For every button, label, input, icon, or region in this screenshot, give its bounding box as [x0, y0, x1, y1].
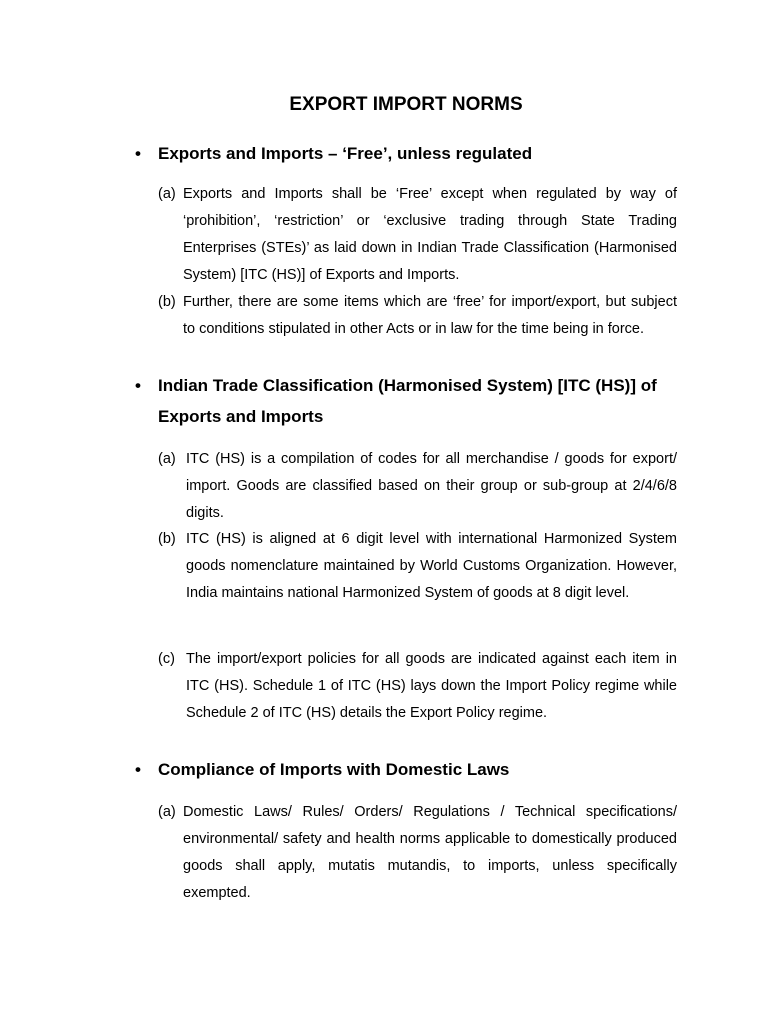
paragraph-marker: (a) [158, 804, 176, 820]
section-heading-text: Indian Trade Classification (Harmonised System) [ITC (HS)] of Exports and Imports [158, 376, 657, 426]
section-heading-text: Compliance of Imports with Domestic Laws [158, 760, 510, 779]
paragraph-text: Domestic Laws/ Rules/ Orders/ Regulations / Technical specifications/ environmental/ safety and health norms applicable to domestically produced goods shall apply, mutatis mutandis, to imports, unless specifically exempted. [183, 804, 677, 901]
paragraph-text: ITC (HS) is aligned at 6 digit level with international Harmonized System goods nomenclature maintained by World Customs Organization. However, India maintains national Harmonized System of goods at 8 digit level. [186, 531, 677, 601]
paragraph [158, 526, 677, 607]
section-heading [135, 138, 688, 169]
section-heading [135, 370, 688, 432]
paragraph-marker: (b) [158, 531, 176, 547]
paragraph-marker: (a) [158, 186, 176, 202]
paragraph [158, 646, 677, 727]
section-heading [135, 754, 688, 785]
paragraph [158, 799, 677, 907]
bullet-icon: • [135, 760, 141, 779]
section-heading-text: Exports and Imports – ‘Free’, unless regulated [158, 144, 533, 163]
paragraph [158, 289, 677, 343]
paragraph-text: ITC (HS) is a compilation of codes for all merchandise / goods for export/ import. Goods are classified based on their group or sub-group at 2/4/6/8 digits. [186, 451, 677, 521]
paragraph-marker: (c) [158, 651, 175, 667]
bullet-icon: • [135, 144, 141, 163]
paragraph [158, 181, 677, 289]
paragraph-text: The import/export policies for all goods are indicated against each item in ITC (HS). Schedule 1 of ITC (HS) lays down the Import Policy regime while Schedule 2 of ITC (HS) details the Export Policy regime. [186, 651, 677, 721]
paragraph-text: Exports and Imports shall be ‘Free’ except when regulated by way of ‘prohibition’, ‘restriction’ or ‘exclusive trading through State Trading Enterprises (STEs)’ as laid down in Indian Trade Classification (Harmonised System) [ITC (HS)] of Exports and Imports. [183, 186, 677, 283]
paragraph-marker: (a) [158, 451, 176, 467]
paragraph-marker: (b) [158, 294, 176, 310]
document-title: EXPORT IMPORT NORMS [289, 94, 523, 115]
bullet-icon: • [135, 376, 141, 395]
paragraph-text: Further, there are some items which are ‘free’ for import/export, but subject to conditions stipulated in other Acts or in law for the time being in force. [183, 294, 677, 337]
paragraph [158, 446, 677, 527]
